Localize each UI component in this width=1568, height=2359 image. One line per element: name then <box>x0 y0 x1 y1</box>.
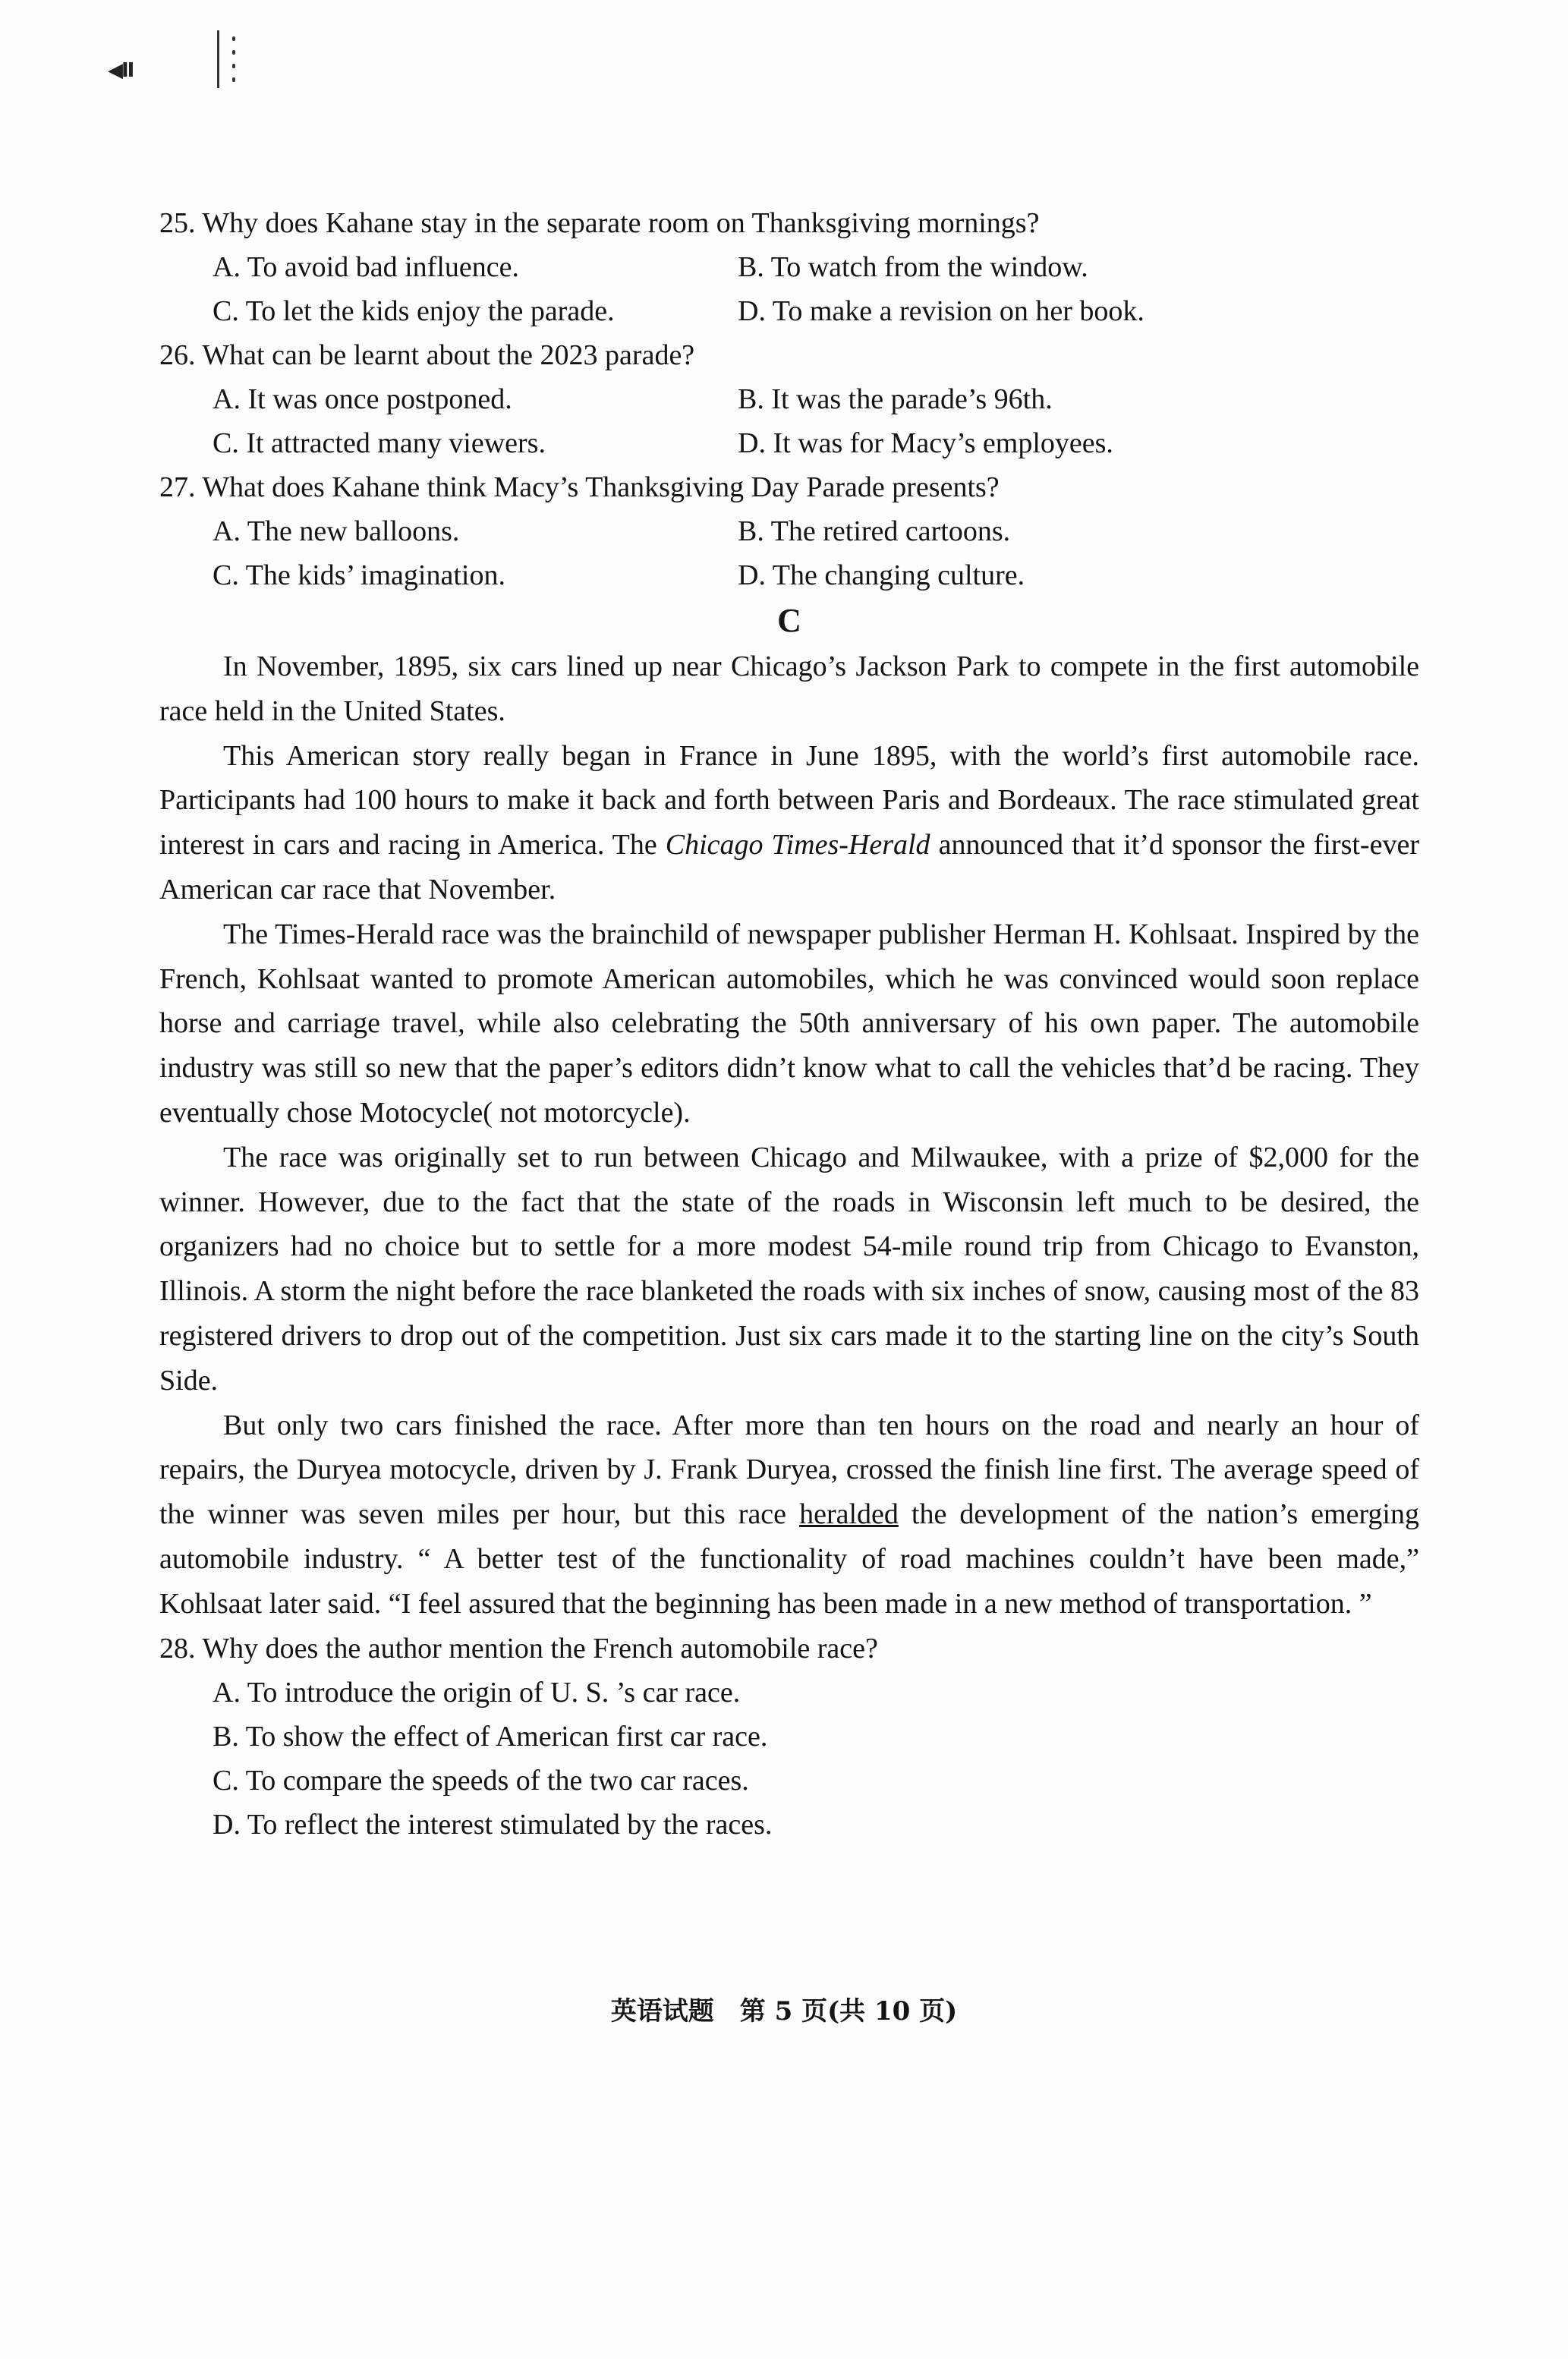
option-row <box>159 553 1419 597</box>
binding-dot <box>232 36 235 41</box>
section-title: C <box>777 602 801 639</box>
passage-paragraph-1: In November, 1895, six cars lined up near Chicago’s Jackson Park to compete in the first automobile race held in the United States. <box>159 650 1419 727</box>
option-c: C. The kids’ imagination. <box>213 559 505 591</box>
option-d: D. To make a revision on her book. <box>738 295 1145 327</box>
option-b: B. The retired cartoons. <box>738 515 1011 547</box>
question-stem: 26. What can be learnt about the 2023 parade? <box>159 339 695 371</box>
binding-dot <box>232 50 235 55</box>
question-stem: 28. Why does the author mention the French automobile race? <box>159 1632 878 1665</box>
option-c: C. To let the kids enjoy the parade. <box>213 295 615 327</box>
paragraph-text: announced that it’d sponsor the first-ever American car race that November. <box>159 829 1419 905</box>
passage-paragraph-3: The Times-Herald race was the brainchild of newspaper publisher Herman H. Kohlsaat. Inspired by the French, Kohlsaat wanted to promote American automobiles, which he was convinced would soon replace horse and carriage travel, while also celebrating the 50th anniversary of his own paper. The automobile industry was still so new that the paper’s editors didn’t know what to call the vehicles that’d be racing. They eventually chose Motocycle( not motorcycle). <box>159 918 1419 1129</box>
question-27 <box>159 465 1419 597</box>
question-26 <box>159 333 1419 465</box>
option-b: B. It was the parade’s 96th. <box>738 383 1053 415</box>
binding-dot <box>232 64 235 68</box>
question-stem: 25. Why does Kahane stay in the separate room on Thanksgiving mornings? <box>159 207 1040 239</box>
option-d: D. It was for Macy’s employees. <box>738 427 1113 459</box>
option-row <box>159 245 1419 289</box>
option-a: A. To introduce the origin of U. S. ’s car race. <box>213 1676 741 1709</box>
paragraph-text: This American story really began in France in June 1895, with the world’s first automobile race. Participants had 100 hours to make it back and forth between Paris and Bordeaux. The race stimulated great interest in cars and racing in America. The <box>159 739 1419 861</box>
option-c: C. It attracted many viewers. <box>213 427 546 459</box>
paragraph-text: But only two cars finished the race. After more than ten hours on the road and nearly an hour of repairs, the Duryea motocycle, driven by J. Frank Duryea, crossed the finish line first. The average speed of the winner was seven miles per hour, but this race <box>159 1409 1419 1531</box>
option-a: A. The new balloons. <box>213 515 460 547</box>
option-row <box>159 289 1419 333</box>
question-stem: 27. What does Kahane think Macy’s Thanksgiving Day Parade presents? <box>159 471 1000 503</box>
option-row <box>159 377 1419 421</box>
option-b: B. To show the effect of American first car race. <box>213 1720 768 1753</box>
question-25 <box>159 201 1419 333</box>
page-footer: 英语试题 第 5 页(共 10 页) <box>610 1996 958 2027</box>
newspaper-name: Chicago Times-Herald <box>665 829 930 861</box>
option-a: A. To avoid bad influence. <box>213 251 519 283</box>
option-d: D. To reflect the interest stimulated by the races. <box>213 1808 773 1841</box>
option-a: A. It was once postponed. <box>213 383 512 415</box>
passage-paragraph-5 <box>159 1403 1419 1627</box>
binding-margin-marks <box>215 30 245 91</box>
binding-dot <box>232 77 235 82</box>
question-28 <box>159 1627 1419 1847</box>
option-b: B. To watch from the window. <box>738 251 1088 283</box>
option-row <box>159 509 1419 553</box>
binding-line <box>217 30 219 88</box>
passage-paragraph-2 <box>159 734 1419 912</box>
option-c: C. To compare the speeds of the two car races. <box>213 1764 749 1797</box>
paragraph-text: the development of the nation’s emerging automobile industry. “ A better test of the functionality of road machines couldn’t have been made,” Kohlsaat later said. “I feel assured that the beginning has been made in a new method of transportation. ” <box>159 1498 1419 1620</box>
option-row <box>159 421 1419 465</box>
page-content <box>159 201 1419 1847</box>
passage-paragraph-4: The race was originally set to run between Chicago and Milwaukee, with a prize of $2,000 for the winner. However, due to the fact that the state of the roads in Wisconsin left much to be desired, the organizers had no choice but to settle for a more modest 54-mile round trip from Chicago to Evanston, Illinois. A storm the night before the race blanketed the roads with six inches of snow, causing most of the 83 registered drivers to drop out of the competition. Just six cars made it to the starting line on the city’s South Side. <box>159 1141 1419 1397</box>
page-marker-icon: ◀II <box>108 59 134 82</box>
option-d: D. The changing culture. <box>738 559 1025 591</box>
underlined-word: heralded <box>799 1498 899 1531</box>
